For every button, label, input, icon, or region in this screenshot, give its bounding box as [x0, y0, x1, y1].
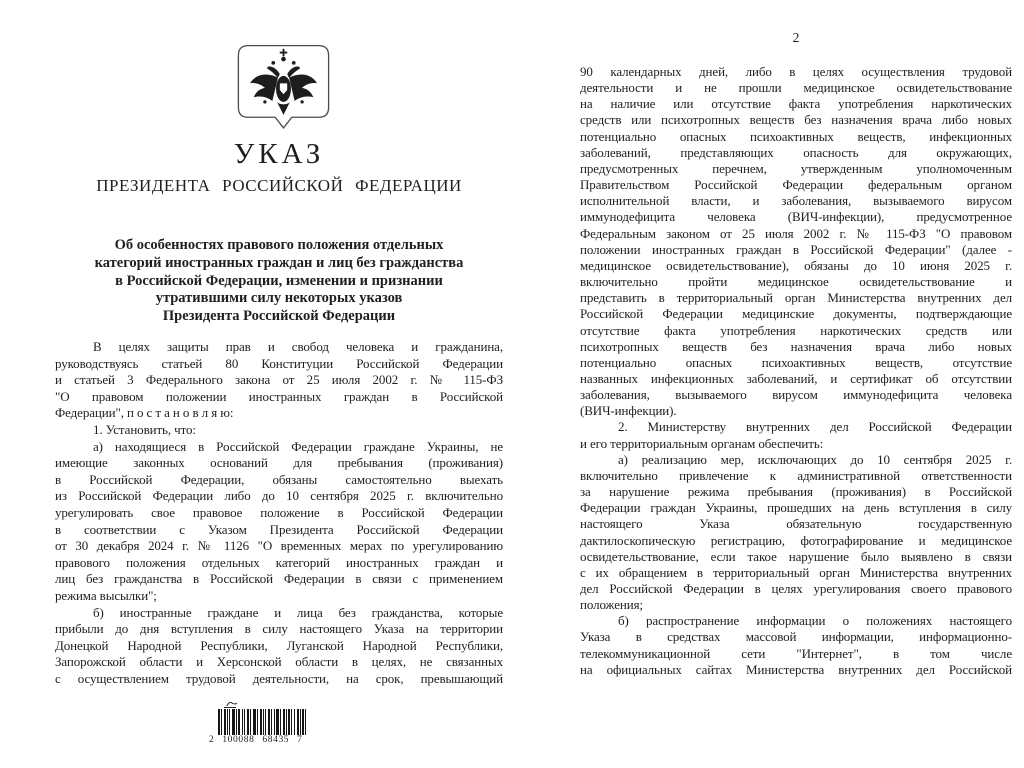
decree-subtitle: ПРЕЗИДЕНТА РОССИЙСКОЙ ФЕДЕРАЦИИ — [96, 176, 462, 195]
text-line: Указа в средствах массовой информации, информационно- — [580, 629, 1012, 645]
decree-headline — [55, 237, 503, 326]
text-line: руководствуясь статьей 80 Конституции Российской Федерации — [55, 355, 503, 371]
text-line: представить в территориальный орган Министерства внутренних дел — [580, 290, 1012, 306]
text-line: 90 календарных дней, либо в целях осуществления трудовой — [580, 64, 1012, 79]
text-line: освидетельствование, если такое нарушение было выявлено в связи — [580, 548, 1012, 564]
text-line: режима высылки"; — [55, 587, 157, 603]
text-line: дактилоскопическую регистрацию, фотографирование и медицинское — [580, 532, 1012, 548]
text-line: включительно пройти медицинское освидетельствование и — [580, 274, 1012, 290]
headline-line: категорий иностранных граждан и лиц без гражданства — [94, 254, 464, 271]
text-line: заболевания, вызываемого вирусом иммунодефицита человека — [580, 387, 1012, 403]
russia-coat-of-arms-icon — [237, 44, 330, 130]
text-line: положения; — [580, 597, 644, 613]
text-line: "О правовом положении иностранных граждан в Российской — [55, 388, 503, 404]
text-line: потенциально опасных психоактивных веществ, инфекционных — [580, 128, 1012, 144]
text-line: Правительством Российской Федерации федеральным органом — [580, 177, 1012, 193]
text-line: на наличие или отсутствие факта употребления наркотических — [580, 96, 1012, 112]
page2-body-text — [580, 64, 1012, 678]
text-line: прибыли до дня вступления в силу настоящего Указа на территории — [55, 621, 503, 637]
text-line: с осуществлением трудовой деятельности, на срок, превышающий — [55, 670, 503, 686]
text-line: деятельности и не прошли медицинское освидетельствование — [580, 80, 1012, 96]
text-line: исполнительной власти, и заболевания, вызываемого вирусом — [580, 193, 1012, 209]
text-line: психотропных веществ без назначения врача либо новых — [580, 338, 1012, 354]
text-line: имеющие законных оснований для пребывания (проживания) — [55, 455, 503, 471]
text-line: из Российской Федерации либо до 10 сентября 2025 г. включительно — [55, 488, 503, 504]
barcode-icon — [218, 709, 306, 735]
text-line: потенциально опасных психоактивных веществ, отсутствие — [580, 354, 1012, 370]
text-line: от 30 декабря 2024 г. № 1126 "О временных мерах по урегулированию — [55, 538, 503, 554]
headline-line: в Российской Федерации, изменении и признании — [115, 272, 443, 289]
text-line: в соответствии с Указом Президента Российской Федерации — [55, 521, 503, 537]
decree-title: УКАЗ — [233, 138, 325, 170]
page1-body-text — [55, 339, 503, 687]
decree-page-1 — [55, 0, 503, 768]
text-line: иммунодефицита человека (ВИЧ-инфекции), предусмотренное — [580, 209, 1012, 225]
text-line: Федерации", п о с т а н о в л я ю: — [55, 405, 234, 421]
text-line: 1. Установить, что: — [93, 421, 196, 437]
text-line: положении иностранных граждан в Российской Федерации" (далее - — [580, 241, 1012, 257]
headline-line: утратившими силу некоторых указов — [155, 290, 403, 307]
text-line: б) иностранные граждане и лица без гражданства, которые — [93, 604, 503, 620]
text-line: Федеральным законом от 25 июля 2002 г. № 115-ФЗ "О правовом — [580, 225, 1012, 241]
text-line: заболеваний, представляющих опасность для окружающих, — [580, 144, 1012, 160]
text-line: включительно привлечение к административной ответственности — [580, 467, 1012, 483]
text-line: и статьей 3 Федерального закона от 25 июля 2002 г. № 115-ФЗ — [55, 372, 503, 388]
text-line: настоящего Указа обязательную государственную — [580, 516, 1012, 532]
print-registration-mark — [223, 700, 239, 709]
text-line: а) реализацию мер, исключающих до 10 сентября 2025 г. — [618, 451, 1012, 467]
text-line: за нарушение режима пребывания (проживания) в Российской — [580, 484, 1012, 500]
text-line: 2. Министерству внутренних дел Российской Федерации — [618, 419, 1012, 435]
decree-page-2 — [580, 0, 1012, 768]
text-line: на официальных сайтах Министерства внутренних дел Российской — [580, 661, 1012, 677]
text-line: названных инфекционных заболеваний, и сертификат об отсутствии — [580, 370, 1012, 386]
text-line: Донецкой Народной Республики, Луганской Народной Республики, — [55, 637, 503, 653]
text-line: (ВИЧ-инфекции). — [580, 403, 677, 419]
text-line: урегулировать свое правовое положение в Российской Федерации — [55, 504, 503, 520]
text-line: отсутствие факта употребления наркотических средств или — [580, 322, 1012, 338]
text-line: В целях защиты прав и свобод человека и гражданина, — [93, 339, 503, 354]
text-line: Запорожской области и Херсонской области в целях, не связанных — [55, 654, 503, 670]
headline-line: Президента Российской Федерации — [162, 308, 396, 325]
text-line: в Российской Федерации, обязаны самостоятельно выехать — [55, 471, 503, 487]
text-line: с их обращением в территориальный орган Министерства внутренних — [580, 564, 1012, 580]
headline-line: Об особенностях правового положения отдельных — [114, 237, 444, 253]
text-line: Российской Федерации медицинские документы, подтверждающие — [580, 306, 1012, 322]
page-number: 2 — [792, 30, 800, 45]
barcode-number: 2 100088 68435 7 — [209, 735, 303, 745]
text-line: дел Российской Федерации в целях урегулирования своего правового — [580, 581, 1012, 596]
barcode-block — [205, 700, 305, 750]
text-line: и его территориальным органам обеспечить: — [580, 435, 824, 451]
text-line: медицинское освидетельствование), обязаны до 10 июня 2025 г. — [580, 257, 1012, 273]
text-line: б) распространение информации о положениях настоящего — [618, 613, 1012, 629]
text-line: Федерации граждан Украины, прошедших на день вступления в силу — [580, 500, 1012, 516]
text-line: средств или психотропных веществ без назначения врача либо новых — [580, 112, 1012, 128]
text-line: телекоммуникационной сети "Интернет", в том числе — [580, 645, 1012, 661]
text-line: а) находящиеся в Российской Федерации граждане Украины, не — [93, 438, 503, 454]
text-line: правового положения отдельных категорий иностранных граждан и — [55, 554, 503, 570]
text-line: предусмотренных перечнем, утвержденным уполномоченным — [580, 160, 1012, 176]
text-line: лиц без гражданства в Российской Федерации в связи с применением — [55, 571, 503, 587]
